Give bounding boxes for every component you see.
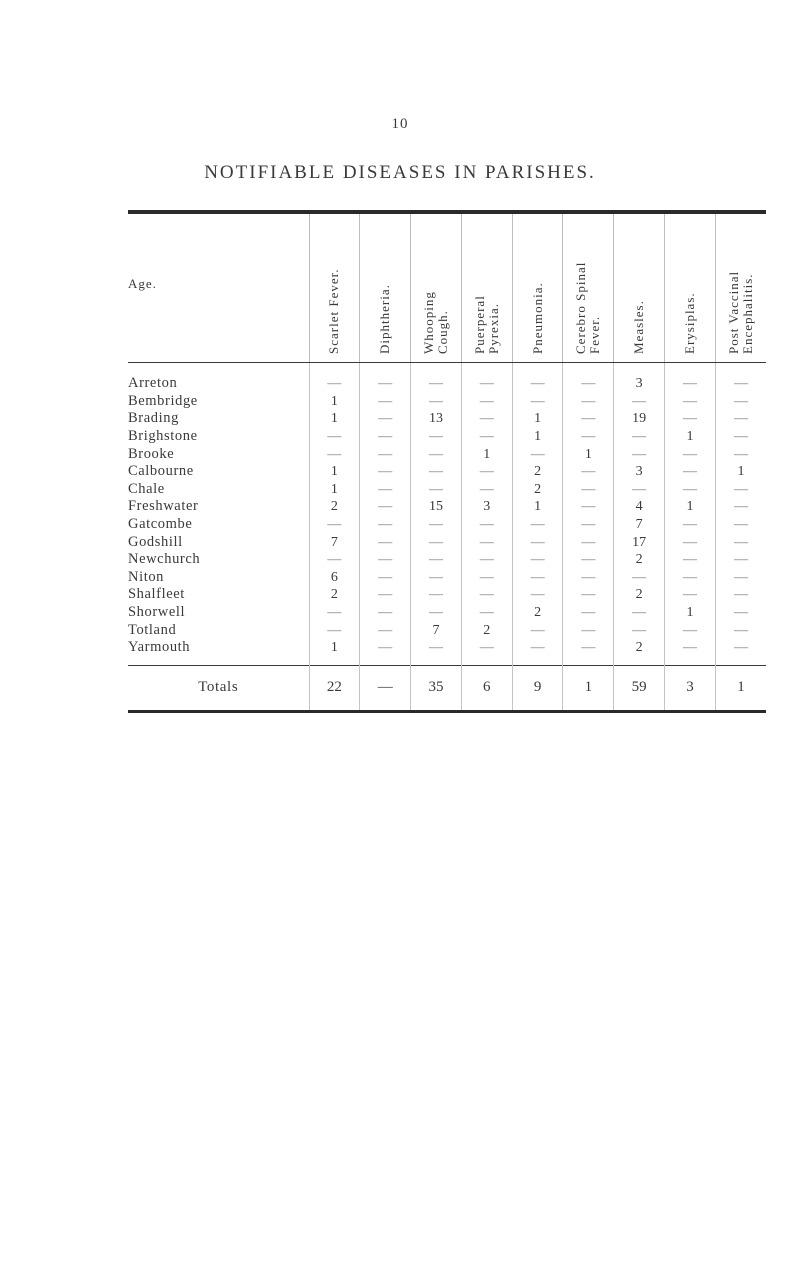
table-cell: 2 xyxy=(512,463,563,481)
table-cell: — xyxy=(563,551,614,569)
table-cell: — xyxy=(715,393,766,411)
table-cell: — xyxy=(309,551,360,569)
table-cell: 3 xyxy=(461,498,512,516)
table-cell: — xyxy=(563,586,614,604)
table-row xyxy=(128,586,766,604)
parish-name: Brading xyxy=(128,410,179,427)
age-column-header xyxy=(128,214,309,363)
table-cell: 7 xyxy=(309,533,360,551)
table-cell: — xyxy=(512,445,563,463)
table-row xyxy=(128,410,766,428)
table-cell: — xyxy=(715,498,766,516)
parish-name: Chale xyxy=(128,480,165,497)
table-cell: — xyxy=(411,533,462,551)
column-header-label: Erysiplas. xyxy=(681,291,697,354)
table-cell: — xyxy=(665,445,716,463)
totals-label: Totals xyxy=(128,665,309,710)
parish-name: Freshwater xyxy=(128,498,199,515)
table-row xyxy=(128,463,766,481)
table-cell: — xyxy=(360,498,411,516)
table-cell: — xyxy=(715,410,766,428)
table-cell: — xyxy=(665,621,716,639)
parish-name: Shorwell xyxy=(128,604,186,621)
table-cell: — xyxy=(665,363,716,393)
column-header xyxy=(411,214,462,363)
table-cell: — xyxy=(309,516,360,534)
table-row xyxy=(128,363,766,393)
column-header-label: Puerperal Pyrexia. xyxy=(471,294,501,354)
table-cell: — xyxy=(360,604,411,622)
table-cell: — xyxy=(461,363,512,393)
parish-name: Shalfleet xyxy=(128,586,185,603)
table-cell: — xyxy=(715,551,766,569)
table-cell: — xyxy=(411,463,462,481)
table-cell: 1 xyxy=(715,463,766,481)
column-header xyxy=(309,214,360,363)
table-cell: — xyxy=(411,428,462,446)
diseases-table-container xyxy=(128,210,788,713)
table-cell: — xyxy=(715,533,766,551)
table-cell: — xyxy=(512,639,563,665)
table-cell: 2 xyxy=(614,639,665,665)
table-row xyxy=(128,639,766,665)
column-header-label: Post Vaccinal Encephalitis. xyxy=(726,270,756,354)
table-cell: — xyxy=(715,516,766,534)
column-header xyxy=(665,214,716,363)
table-cell: — xyxy=(360,481,411,499)
table-cell: 1 xyxy=(665,428,716,446)
parish-name: Brooke xyxy=(128,445,175,462)
table-cell: — xyxy=(360,551,411,569)
table-cell: — xyxy=(461,551,512,569)
table-cell: — xyxy=(512,393,563,411)
table-cell: 1 xyxy=(665,498,716,516)
table-cell: — xyxy=(360,621,411,639)
column-header xyxy=(461,214,512,363)
table-cell: 2 xyxy=(461,621,512,639)
table-bottom-rule xyxy=(128,710,766,713)
parish-name: Brighstone xyxy=(128,428,198,445)
column-header-label: Scarlet Fever. xyxy=(326,268,342,354)
table-cell: — xyxy=(411,551,462,569)
table-cell: 2 xyxy=(512,604,563,622)
page-title: NOTIFIABLE DISEASES IN PARISHES. xyxy=(204,162,596,183)
totals-cell: 1 xyxy=(715,665,766,710)
table-row xyxy=(128,551,766,569)
table-cell: — xyxy=(715,639,766,665)
parish-name: Arreton xyxy=(128,375,178,392)
table-cell: 3 xyxy=(614,363,665,393)
table-cell: — xyxy=(360,533,411,551)
table-cell: — xyxy=(461,569,512,587)
table-cell: 13 xyxy=(411,410,462,428)
table-cell: — xyxy=(563,604,614,622)
table-row xyxy=(128,445,766,463)
table-cell: — xyxy=(512,516,563,534)
table-cell: — xyxy=(614,569,665,587)
column-header xyxy=(512,214,563,363)
table-cell: — xyxy=(715,586,766,604)
table-cell: — xyxy=(411,393,462,411)
parish-name: Yarmouth xyxy=(128,639,191,656)
table-cell: — xyxy=(360,428,411,446)
table-cell: — xyxy=(309,445,360,463)
diseases-table xyxy=(128,214,766,710)
table-cell: — xyxy=(563,463,614,481)
table-cell: — xyxy=(512,586,563,604)
table-cell: — xyxy=(614,621,665,639)
table-row xyxy=(128,393,766,411)
column-header xyxy=(360,214,411,363)
table-cell: — xyxy=(360,363,411,393)
table-cell: — xyxy=(665,533,716,551)
table-cell: 2 xyxy=(614,551,665,569)
totals-cell: 3 xyxy=(665,665,716,710)
table-cell: — xyxy=(614,428,665,446)
table-cell: — xyxy=(360,569,411,587)
table-cell: — xyxy=(665,393,716,411)
table-cell: 6 xyxy=(309,569,360,587)
table-cell: — xyxy=(512,363,563,393)
table-cell: — xyxy=(715,445,766,463)
table-cell: — xyxy=(309,621,360,639)
column-header xyxy=(715,214,766,363)
column-header-label: Measles. xyxy=(631,299,647,354)
table-cell: — xyxy=(411,363,462,393)
table-cell: — xyxy=(665,551,716,569)
table-cell: — xyxy=(665,410,716,428)
table-cell: — xyxy=(614,604,665,622)
table-cell: — xyxy=(360,639,411,665)
table-cell: — xyxy=(309,363,360,393)
totals-cell: 22 xyxy=(309,665,360,710)
table-cell: 2 xyxy=(309,586,360,604)
table-cell: — xyxy=(461,428,512,446)
table-cell: 1 xyxy=(309,639,360,665)
table-cell: — xyxy=(309,428,360,446)
table-cell: — xyxy=(715,569,766,587)
table-row xyxy=(128,498,766,516)
parish-name: Gatcombe xyxy=(128,516,193,533)
table-cell: 7 xyxy=(411,621,462,639)
table-cell: — xyxy=(563,410,614,428)
table-cell: 17 xyxy=(614,533,665,551)
totals-cell: 35 xyxy=(411,665,462,710)
table-cell: — xyxy=(360,463,411,481)
table-cell: — xyxy=(461,516,512,534)
table-row xyxy=(128,569,766,587)
table-cell: — xyxy=(411,481,462,499)
header-row xyxy=(128,214,766,363)
table-cell: 15 xyxy=(411,498,462,516)
totals-row xyxy=(128,665,766,710)
table-cell: 3 xyxy=(614,463,665,481)
table-cell: 2 xyxy=(512,481,563,499)
table-cell: — xyxy=(461,393,512,411)
table-cell: — xyxy=(411,569,462,587)
table-cell: — xyxy=(461,410,512,428)
table-cell: 1 xyxy=(309,463,360,481)
table-cell: — xyxy=(563,621,614,639)
table-cell: — xyxy=(461,639,512,665)
table-row xyxy=(128,604,766,622)
table-cell: — xyxy=(411,604,462,622)
table-cell: — xyxy=(665,569,716,587)
parish-name: Newchurch xyxy=(128,551,201,568)
table-cell: — xyxy=(461,463,512,481)
table-cell: — xyxy=(360,586,411,604)
table-cell: 1 xyxy=(665,604,716,622)
table-cell: — xyxy=(512,551,563,569)
table-cell: — xyxy=(309,604,360,622)
table-row xyxy=(128,481,766,499)
table-cell: — xyxy=(563,639,614,665)
table-cell: — xyxy=(715,621,766,639)
table-cell: — xyxy=(563,363,614,393)
table-cell: — xyxy=(715,481,766,499)
table-row xyxy=(128,621,766,639)
table-cell: — xyxy=(715,604,766,622)
parish-name: Calbourne xyxy=(128,463,194,480)
table-body xyxy=(128,363,766,666)
table-cell: — xyxy=(563,569,614,587)
parish-name: Totland xyxy=(128,621,177,638)
table-cell: — xyxy=(563,428,614,446)
table-cell: 7 xyxy=(614,516,665,534)
table-cell: — xyxy=(665,481,716,499)
table-cell: — xyxy=(665,639,716,665)
table-row xyxy=(128,428,766,446)
table-cell: — xyxy=(563,516,614,534)
table-cell: 1 xyxy=(512,498,563,516)
totals-cell: — xyxy=(360,665,411,710)
table-cell: — xyxy=(614,445,665,463)
table-cell: — xyxy=(563,533,614,551)
table-cell: 2 xyxy=(309,498,360,516)
table-cell: — xyxy=(461,481,512,499)
table-cell: 4 xyxy=(614,498,665,516)
table-cell: — xyxy=(512,533,563,551)
totals-cell: 59 xyxy=(614,665,665,710)
table-cell: 1 xyxy=(309,393,360,411)
table-cell: — xyxy=(512,569,563,587)
table-cell: 1 xyxy=(461,445,512,463)
table-cell: — xyxy=(665,516,716,534)
table-cell: 19 xyxy=(614,410,665,428)
table-cell: — xyxy=(360,393,411,411)
table-cell: 1 xyxy=(309,410,360,428)
table-cell: — xyxy=(411,639,462,665)
column-header xyxy=(563,214,614,363)
table-cell: — xyxy=(665,586,716,604)
column-header xyxy=(614,214,665,363)
table-cell: — xyxy=(360,516,411,534)
table-cell: — xyxy=(461,604,512,622)
table-cell: — xyxy=(563,481,614,499)
table-cell: 2 xyxy=(614,586,665,604)
table-cell: 1 xyxy=(512,410,563,428)
table-cell: — xyxy=(614,393,665,411)
column-header-label: Whooping Cough. xyxy=(420,290,450,354)
table-cell: — xyxy=(411,586,462,604)
table-cell: — xyxy=(715,363,766,393)
parish-name: Bembridge xyxy=(128,392,198,409)
table-cell: — xyxy=(614,481,665,499)
column-header-label: Cerebro Spinal Fever. xyxy=(573,261,603,354)
table-cell: 1 xyxy=(309,481,360,499)
table-cell: 1 xyxy=(563,445,614,463)
table-row xyxy=(128,533,766,551)
parish-name: Godshill xyxy=(128,533,183,550)
page-number: 10 xyxy=(391,116,409,132)
table-cell: — xyxy=(563,393,614,411)
table-cell: — xyxy=(411,516,462,534)
table-row xyxy=(128,516,766,534)
table-cell: — xyxy=(411,445,462,463)
table-cell: — xyxy=(563,498,614,516)
table-cell: — xyxy=(512,621,563,639)
table-cell: — xyxy=(360,410,411,428)
table-cell: 1 xyxy=(512,428,563,446)
table-cell: — xyxy=(715,428,766,446)
table-cell: — xyxy=(360,445,411,463)
totals-cell: 6 xyxy=(461,665,512,710)
table-cell: — xyxy=(665,463,716,481)
column-header-label: Diphtheria. xyxy=(377,283,393,354)
totals-cell: 9 xyxy=(512,665,563,710)
column-header-label: Pneumonia. xyxy=(529,281,545,354)
table-cell: — xyxy=(461,533,512,551)
totals-cell: 1 xyxy=(563,665,614,710)
table-cell: — xyxy=(461,586,512,604)
age-header-label: Age. xyxy=(128,276,157,291)
parish-name: Niton xyxy=(128,568,165,585)
